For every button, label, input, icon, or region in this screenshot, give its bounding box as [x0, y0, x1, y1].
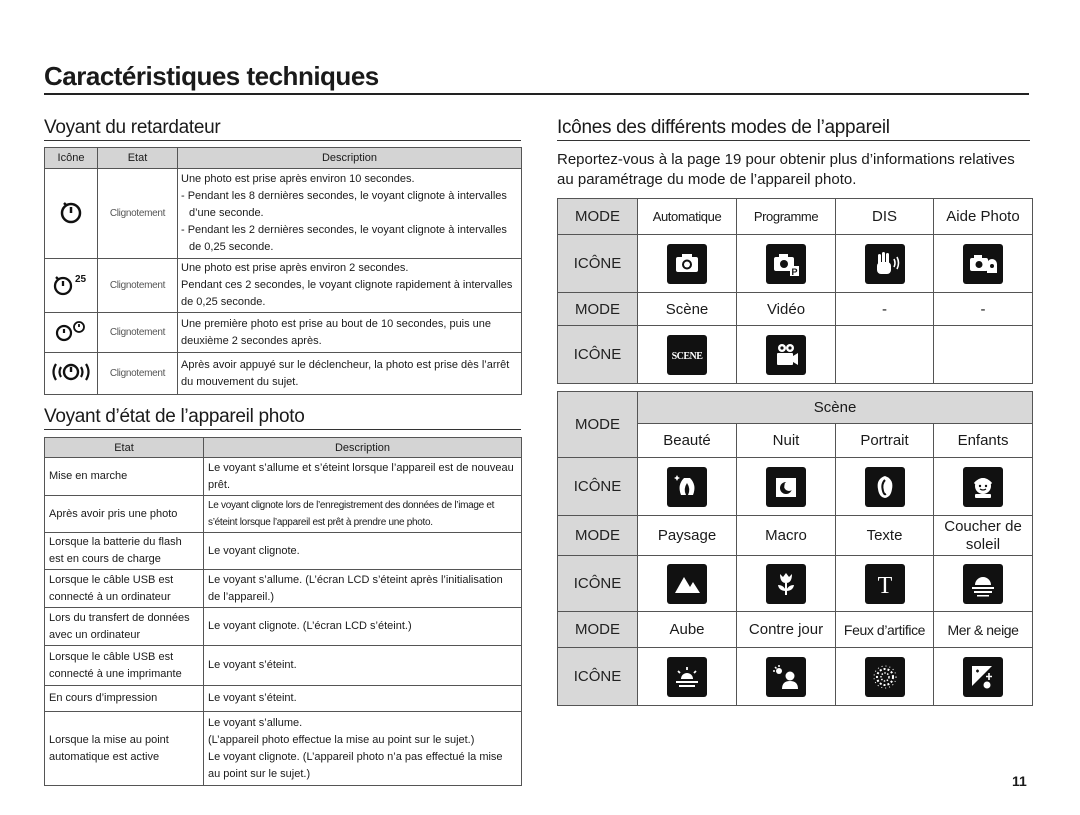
beauty-icon — [667, 467, 707, 507]
column-header: Description — [204, 438, 522, 458]
scene-modes-table — [557, 391, 1033, 706]
mode-name: Aube — [638, 612, 737, 648]
icon-label: ICÔNE — [558, 648, 638, 706]
mode-name: Aide Photo — [934, 199, 1033, 235]
table-row — [45, 608, 522, 646]
mode-name: Mer & neige — [934, 612, 1033, 648]
table-row — [45, 458, 522, 496]
text-icon — [865, 564, 905, 604]
description-line: Une photo est prise après environ 10 secondes. — [181, 173, 415, 185]
self-timer-2s-icon — [45, 259, 98, 313]
state-label: Clignotement — [98, 313, 178, 353]
mode-row — [558, 199, 1033, 235]
description-line: Pendant ces 2 secondes, le voyant clignote rapidement à intervalles de 0,25 seconde. — [181, 279, 513, 308]
state-label: Clignotement — [98, 259, 178, 313]
state-label: Clignotement — [98, 353, 178, 395]
table-row — [45, 570, 522, 608]
mode-name: Feux d’artifice — [836, 612, 934, 648]
icon-row — [558, 458, 1033, 516]
photo-help-icon — [963, 244, 1003, 284]
scene-icon — [667, 335, 707, 375]
mode-label: MODE — [558, 392, 638, 458]
icon-label: ICÔNE — [558, 458, 638, 516]
description-cell: Le voyant s’allume et s’éteint lorsque l’appareil est de nouveau prêt. — [204, 458, 522, 496]
state-cell: En cours d’impression — [45, 686, 204, 712]
scene-header-row — [558, 392, 1033, 424]
description-line: Une photo est prise après environ 2 secondes. — [181, 262, 409, 274]
double-timer-icon — [45, 313, 98, 353]
video-icon — [766, 335, 806, 375]
children-icon — [963, 467, 1003, 507]
mode-label: MODE — [558, 199, 638, 235]
description-line: Une première photo est prise au bout de 10 secondes, puis une deuxième 2 secondes après. — [181, 317, 492, 347]
state-cell: Lorsque la batterie du flash est en cours de charge — [45, 533, 204, 570]
sunset-icon — [963, 564, 1003, 604]
mode-row — [558, 516, 1033, 556]
portrait-icon — [865, 467, 905, 507]
status-section-title: Voyant d’état de l’appareil photo — [44, 406, 521, 430]
icon-row — [558, 556, 1033, 612]
svg-text:T: T — [877, 572, 892, 599]
table-row — [45, 169, 522, 259]
table-row — [45, 313, 522, 353]
state-cell: Mise en marche — [45, 458, 204, 496]
svg-text:P: P — [791, 266, 798, 277]
description-line: (L’appareil photo effectue la mise au point sur le sujet.) — [208, 733, 475, 746]
icon-row — [558, 326, 1033, 384]
mode-name: Contre jour — [737, 612, 836, 648]
description-line: - Pendant les 2 dernières secondes, le voyant clignote à intervalles de 0,25 seconde. — [181, 224, 507, 253]
modes-section-title: Icônes des différents modes de l’appareil — [557, 117, 1030, 141]
state-cell: Lorsque la mise au point automatique est active — [45, 712, 204, 786]
mode-name: DIS — [836, 199, 934, 235]
icon-label: ICÔNE — [558, 556, 638, 612]
mode-row — [558, 612, 1033, 648]
column-header: Etat — [45, 438, 204, 458]
status-table — [44, 437, 522, 786]
mode-label: MODE — [558, 293, 638, 326]
description-cell: Le voyant clignote. (L’écran LCD s’éteint.) — [204, 608, 522, 646]
timer-section-title: Voyant du retardateur — [44, 117, 521, 141]
table-header-row — [45, 438, 522, 458]
mode-name: Enfants — [934, 424, 1033, 458]
description-line: Après avoir appuyé sur le déclencheur, la photo est prise dès l’arrêt du mouvement du sujet. — [181, 358, 510, 388]
mode-name: Texte — [836, 516, 934, 556]
modes-intro: Reportez-vous à la page 19 pour obtenir plus d’informations relatives au paramétrage du mode de l’appareil photo. — [557, 151, 1015, 188]
column-header: Description — [178, 148, 522, 169]
icon-row — [558, 648, 1033, 706]
beach-snow-icon — [963, 657, 1003, 697]
description-line: Le voyant clignote. (L’appareil photo n’a pas effectué la mise au point sur le sujet.) — [208, 750, 503, 780]
description-line: Le voyant s’allume. — [208, 716, 303, 729]
table-row — [45, 712, 522, 786]
mode-name: Macro — [737, 516, 836, 556]
mode-label: MODE — [558, 516, 638, 556]
auto-camera-icon — [667, 244, 707, 284]
mode-name: - — [934, 293, 1033, 326]
fireworks-icon — [865, 657, 905, 697]
state-cell: Lorsque le câble USB est connecté à une imprimante — [45, 646, 204, 686]
icon-label: ICÔNE — [558, 235, 638, 293]
svg-text:SCENE: SCENE — [671, 350, 703, 362]
state-cell: Après avoir pris une photo — [45, 496, 204, 533]
page-number: 11 — [1012, 773, 1027, 789]
mode-name: Nuit — [737, 424, 836, 458]
mode-name: Vidéo — [737, 293, 836, 326]
macro-flower-icon — [766, 564, 806, 604]
column-header: Etat — [98, 148, 178, 169]
table-row — [45, 496, 522, 533]
motion-timer-icon — [45, 353, 98, 395]
mode-name: Beauté — [638, 424, 737, 458]
mode-name: Automatique — [638, 199, 737, 235]
description-cell: Le voyant clignote lors de l’enregistrement des données de l’image et s’éteint lorsque l’appareil est prêt à prendre une photo. — [204, 496, 522, 533]
description-line: - Pendant les 8 dernières secondes, le voyant clignote à intervalles d’une seconde. — [181, 190, 507, 219]
description-cell: Le voyant s’éteint. — [204, 686, 522, 712]
scene-header: Scène — [638, 392, 1033, 424]
mode-row — [558, 293, 1033, 326]
mode-label: MODE — [558, 612, 638, 648]
table-header-row — [45, 148, 522, 169]
landscape-icon — [667, 564, 707, 604]
night-icon — [766, 467, 806, 507]
description-cell: Le voyant s’éteint. — [204, 646, 522, 686]
column-header: Icône — [45, 148, 98, 169]
timer-table — [44, 147, 522, 395]
mode-name: Paysage — [638, 516, 737, 556]
program-camera-icon — [766, 244, 806, 284]
modes-table — [557, 198, 1033, 384]
table-row — [45, 353, 522, 395]
icon-row — [558, 235, 1033, 293]
description-cell: Le voyant s’allume. (L’écran LCD s’éteint après l’initialisation de l’appareil.) — [204, 570, 522, 608]
mode-name: Programme — [737, 199, 836, 235]
page-title: Caractéristiques techniques — [44, 60, 1029, 95]
table-row — [45, 646, 522, 686]
mode-name: Scène — [638, 293, 737, 326]
dis-hand-icon — [865, 244, 905, 284]
dawn-icon — [667, 657, 707, 697]
table-row — [45, 686, 522, 712]
icon-label: ICÔNE — [558, 326, 638, 384]
mode-name: - — [836, 293, 934, 326]
state-label: Clignotement — [98, 169, 178, 259]
svg-text:25: 25 — [75, 274, 87, 285]
state-cell: Lors du transfert de données avec un ordinateur — [45, 608, 204, 646]
mode-name: Coucher de soleil — [934, 516, 1033, 556]
state-cell: Lorsque le câble USB est connecté à un ordinateur — [45, 570, 204, 608]
backlight-icon — [766, 657, 806, 697]
mode-name: Portrait — [836, 424, 934, 458]
table-row — [45, 259, 522, 313]
table-row — [45, 533, 522, 570]
self-timer-10s-icon — [45, 169, 98, 259]
description-cell: Le voyant clignote. — [204, 533, 522, 570]
